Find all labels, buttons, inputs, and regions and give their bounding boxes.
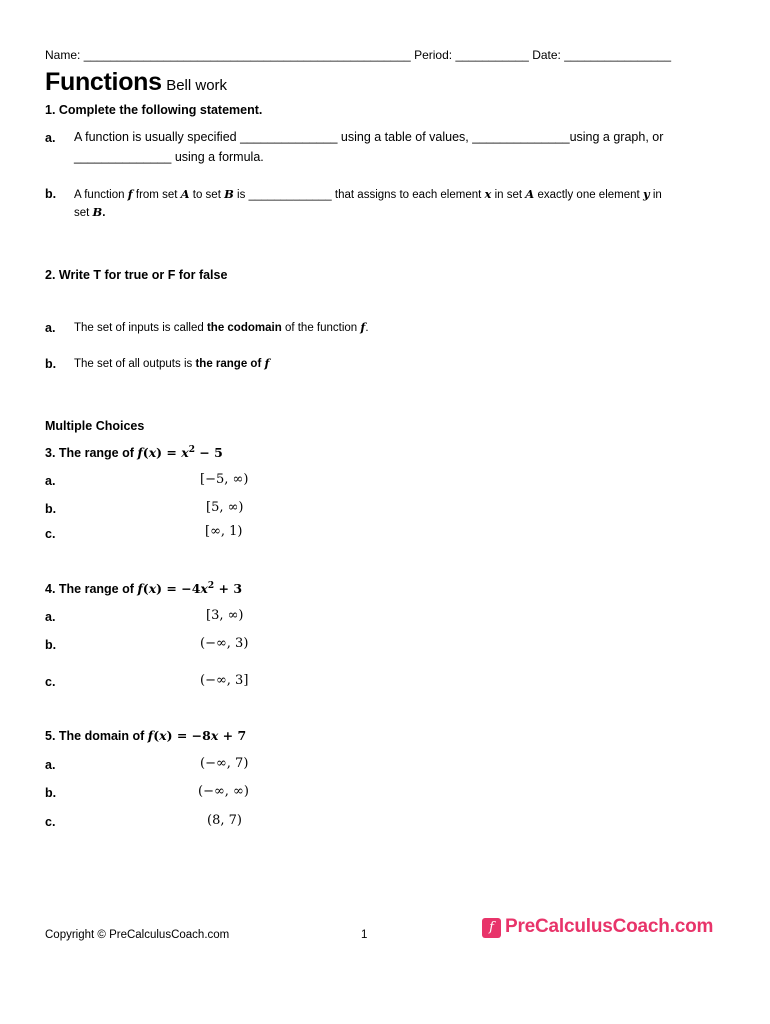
period-blank[interactable]: ___________ bbox=[455, 48, 529, 62]
q1b-text: to set bbox=[192, 189, 221, 201]
q5-f: f bbox=[147, 728, 154, 743]
q5a-value[interactable]: (−∞, 7) bbox=[200, 756, 249, 771]
q1b-f: f bbox=[127, 187, 133, 201]
q3-rhs-x: x bbox=[181, 445, 189, 461]
q5-x: x bbox=[159, 728, 167, 743]
q1-title: 1. Complete the following statement. bbox=[45, 103, 263, 117]
q2a-text: The set of inputs is called bbox=[74, 322, 204, 334]
page-title bbox=[45, 68, 227, 97]
q1b-text: in set bbox=[494, 189, 523, 201]
q1a-text-3: using a graph, or bbox=[569, 130, 664, 144]
q1a-blank-2[interactable]: ______________ bbox=[472, 130, 570, 144]
q4-title-text: 4. The range of bbox=[45, 582, 134, 597]
q5b-value[interactable]: (−∞, ∞) bbox=[198, 784, 249, 799]
name-label: Name: bbox=[45, 48, 81, 62]
q4-x: x bbox=[148, 581, 157, 597]
q3c-value[interactable]: [∞, 1) bbox=[205, 524, 243, 539]
q2a-bold: the codomain bbox=[206, 322, 282, 334]
q1b-label: b. bbox=[45, 187, 57, 201]
q3-exp: 2 bbox=[188, 445, 195, 455]
q1a-blank-3[interactable]: ______________ bbox=[74, 150, 172, 164]
q2-title: 2. Write T for true or F for false bbox=[45, 268, 228, 282]
page-number: 1 bbox=[361, 929, 368, 941]
logo-text: PreCalculusCoach.com bbox=[505, 916, 714, 937]
q4c-value[interactable]: (−∞, 3] bbox=[200, 673, 249, 688]
q2a-text: of the function bbox=[284, 322, 358, 334]
q1b-blank[interactable]: _____________ bbox=[248, 189, 332, 201]
q2a-label: a. bbox=[45, 321, 56, 335]
q4-f: f bbox=[137, 581, 143, 597]
q4-rest: + 3 bbox=[214, 581, 243, 597]
q1b-text: in bbox=[652, 189, 662, 201]
q5-title-text: 5. The domain of bbox=[45, 729, 145, 743]
header-line bbox=[45, 48, 671, 62]
q2a-f: f bbox=[360, 320, 366, 334]
q1a-line2 bbox=[74, 150, 264, 164]
q4-exp: 2 bbox=[207, 581, 215, 591]
q5-rest: + 7 bbox=[218, 728, 247, 743]
q1b-text: set bbox=[74, 207, 90, 219]
q3b-label[interactable]: b. bbox=[45, 502, 57, 516]
q3a-value[interactable]: [−5, ∞) bbox=[200, 472, 249, 487]
subtitle-text: Bell work bbox=[166, 77, 228, 94]
q1a-label: a. bbox=[45, 131, 56, 145]
q2b-text: The set of all outputs is bbox=[74, 358, 193, 370]
mc-title: Multiple Choices bbox=[45, 419, 145, 433]
q1b-text: that assigns to each element bbox=[334, 189, 482, 201]
q4b-label[interactable]: b. bbox=[45, 638, 57, 652]
q3-rest: − 5 bbox=[194, 445, 223, 461]
q2b-bold: the range of bbox=[195, 358, 262, 370]
q3c-label[interactable]: c. bbox=[45, 527, 56, 541]
q1a-blank-1[interactable]: ______________ bbox=[240, 130, 338, 144]
q5-rhs-x: x bbox=[210, 728, 219, 743]
q5c-label[interactable]: c. bbox=[45, 815, 56, 829]
q1b-text: is bbox=[237, 189, 246, 201]
q4a-value[interactable]: [3, ∞) bbox=[206, 608, 244, 623]
q5c-value[interactable]: (8, 7) bbox=[207, 813, 242, 828]
q1b-text: A function bbox=[74, 189, 125, 201]
q1b-line2 bbox=[74, 205, 105, 219]
q1b-line1 bbox=[74, 187, 662, 201]
title-text: Functions bbox=[45, 68, 162, 96]
q1b-A2: A bbox=[525, 187, 535, 201]
date-label: Date: bbox=[532, 48, 561, 62]
q2b-statement bbox=[74, 356, 269, 370]
q3-title: 3. The range of $f(x) = x^2 - 5$ bbox=[45, 445, 223, 461]
copyright-text: Copyright © PreCalculusCoach.com bbox=[45, 929, 230, 941]
q3a-label[interactable]: a. bbox=[45, 474, 56, 488]
q4-coef: −4 bbox=[181, 581, 201, 597]
q1b-B2: B bbox=[92, 205, 103, 219]
q1a-text-1: A function is usually specified bbox=[74, 130, 237, 144]
q1b-period: . bbox=[102, 207, 106, 219]
q4b-value[interactable]: (−∞, 3) bbox=[200, 636, 249, 651]
q2b-f: f bbox=[264, 356, 270, 370]
q1a-text-2: using a table of values, bbox=[340, 130, 469, 144]
q1b-y: y bbox=[642, 187, 650, 201]
q1b-text: exactly one element bbox=[537, 189, 640, 201]
q1b-x: x bbox=[484, 187, 492, 201]
date-blank[interactable]: ________________ bbox=[564, 48, 672, 62]
name-blank[interactable]: _________________________________________________ bbox=[83, 48, 411, 62]
q2a-period: . bbox=[365, 322, 369, 334]
q1b-text: from set bbox=[135, 189, 178, 201]
period-label: Period: bbox=[414, 48, 453, 62]
q1b-A: A bbox=[180, 187, 190, 201]
q5-title: 5. The domain of f(x) = −8x + 7 bbox=[45, 728, 247, 743]
q5b-label[interactable]: b. bbox=[45, 786, 57, 800]
q5a-label[interactable]: a. bbox=[45, 758, 56, 772]
logo-icon: f bbox=[482, 918, 501, 938]
q4a-label[interactable]: a. bbox=[45, 610, 56, 624]
q1b-B: B bbox=[224, 187, 234, 201]
q2a-statement bbox=[74, 320, 369, 334]
q1a-line1 bbox=[74, 130, 663, 144]
q3b-value[interactable]: [5, ∞) bbox=[206, 500, 244, 515]
q3-title-text: 3. The range of bbox=[45, 446, 134, 461]
q4-title: 4. The range of $f(x) = -4x^2 + 3$ bbox=[45, 581, 243, 597]
q5-coef: −8 bbox=[191, 728, 211, 743]
q3-x: x bbox=[148, 445, 157, 461]
q4-rhs-x: x bbox=[200, 581, 208, 597]
q2b-label: b. bbox=[45, 357, 57, 371]
q4c-label[interactable]: c. bbox=[45, 675, 56, 689]
q3-f: f bbox=[137, 445, 143, 461]
q1a-text-4: using a formula. bbox=[174, 150, 264, 164]
